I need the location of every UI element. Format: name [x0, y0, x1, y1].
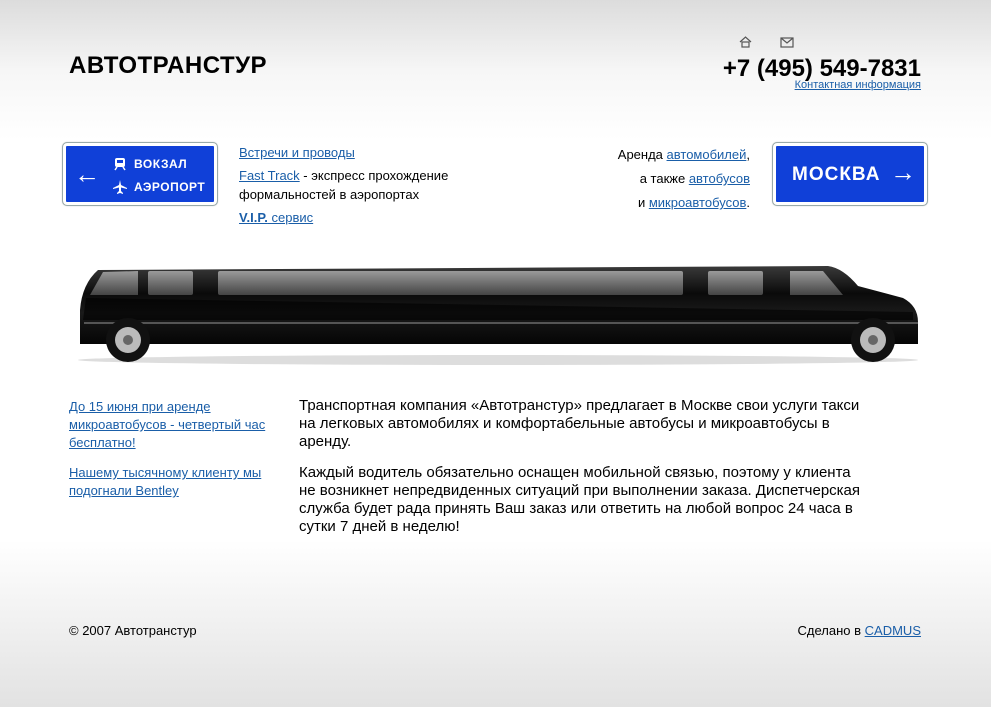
sign-moscow-label: МОСКВА — [792, 164, 881, 185]
copyright: © 2007 Автотранстур — [69, 623, 197, 638]
contact-info-link[interactable]: Контактная информация — [794, 79, 921, 91]
made-by-text: Сделано в — [797, 623, 865, 638]
buses-link[interactable]: автобусов — [688, 171, 750, 186]
vip-service-link[interactable] — [239, 210, 313, 225]
fast-track-text: - экспресс прохождение формальностей в аэропортах — [239, 168, 449, 202]
details-paragraph: Каждый водитель обязательно оснащен мобильной связью, поэтому у клиента не возникнет непредвиденных ситуаций при выполнении заказа. Диспетчерская служба будет рада принять Ваш заказ или ответить на любой вопрос 24 часа в сутки 7 дней в неделю! — [299, 464, 861, 535]
vip-bold: V.I.P. — [239, 210, 268, 225]
minibuses-link[interactable]: микроавтобусов — [648, 195, 747, 210]
cadmus-link[interactable]: CADMUS — [864, 623, 921, 638]
mail-icon[interactable] — [780, 35, 794, 53]
cars-link[interactable]: автомобилей — [666, 147, 747, 162]
arrow-right-icon: → — [890, 157, 916, 187]
vip-rest: сервис — [267, 210, 314, 225]
moscow-sign[interactable] — [773, 143, 927, 205]
intro-paragraph: Транспортная компания «Автотранстур» предлагает в Москве свои услуги такси на легковых автомобилях и комфортабельные автобусы и микроавтобусы в аренду. — [299, 397, 860, 450]
news-link-1[interactable]: До 15 июня при аренде микроавтобусов - четвертый час бесплатно! — [69, 399, 266, 450]
rent-text-3: и — [637, 195, 649, 210]
sign-airport-label: АЭРОПОРТ — [134, 180, 206, 194]
main-content — [299, 397, 864, 549]
rent-text-2: а также — [639, 171, 689, 186]
top-icons — [739, 35, 799, 49]
news-link-2[interactable]: Нашему тысячному клиенту мы подогнали Bentley — [69, 465, 262, 498]
rent-block — [618, 143, 750, 215]
sign-row-station — [112, 156, 187, 172]
site-logo[interactable]: АВТОТРАНСТУР — [69, 52, 268, 79]
rent-punct-3: . — [746, 195, 750, 210]
arrow-left-icon: ← — [74, 159, 100, 189]
station-airport-sign[interactable] — [63, 143, 217, 205]
airplane-icon — [112, 179, 128, 195]
news-sidebar — [69, 398, 279, 512]
sign-station-label: ВОКЗАЛ — [134, 157, 188, 171]
home-icon[interactable] — [739, 35, 752, 53]
rent-punct-1: , — [746, 147, 750, 162]
train-icon — [112, 156, 128, 172]
sign-row-airport — [112, 179, 205, 195]
meet-and-greet-link[interactable]: Встречи и проводы — [239, 145, 355, 160]
made-by — [798, 623, 921, 638]
fast-track-link[interactable]: Fast Track — [239, 168, 300, 183]
fast-track-item — [239, 166, 479, 204]
rent-text-1: Аренда — [617, 147, 667, 162]
phone-number: +7 (495) 549-7831 — [722, 55, 921, 82]
services-list — [239, 143, 479, 231]
limousine-image — [68, 262, 923, 368]
